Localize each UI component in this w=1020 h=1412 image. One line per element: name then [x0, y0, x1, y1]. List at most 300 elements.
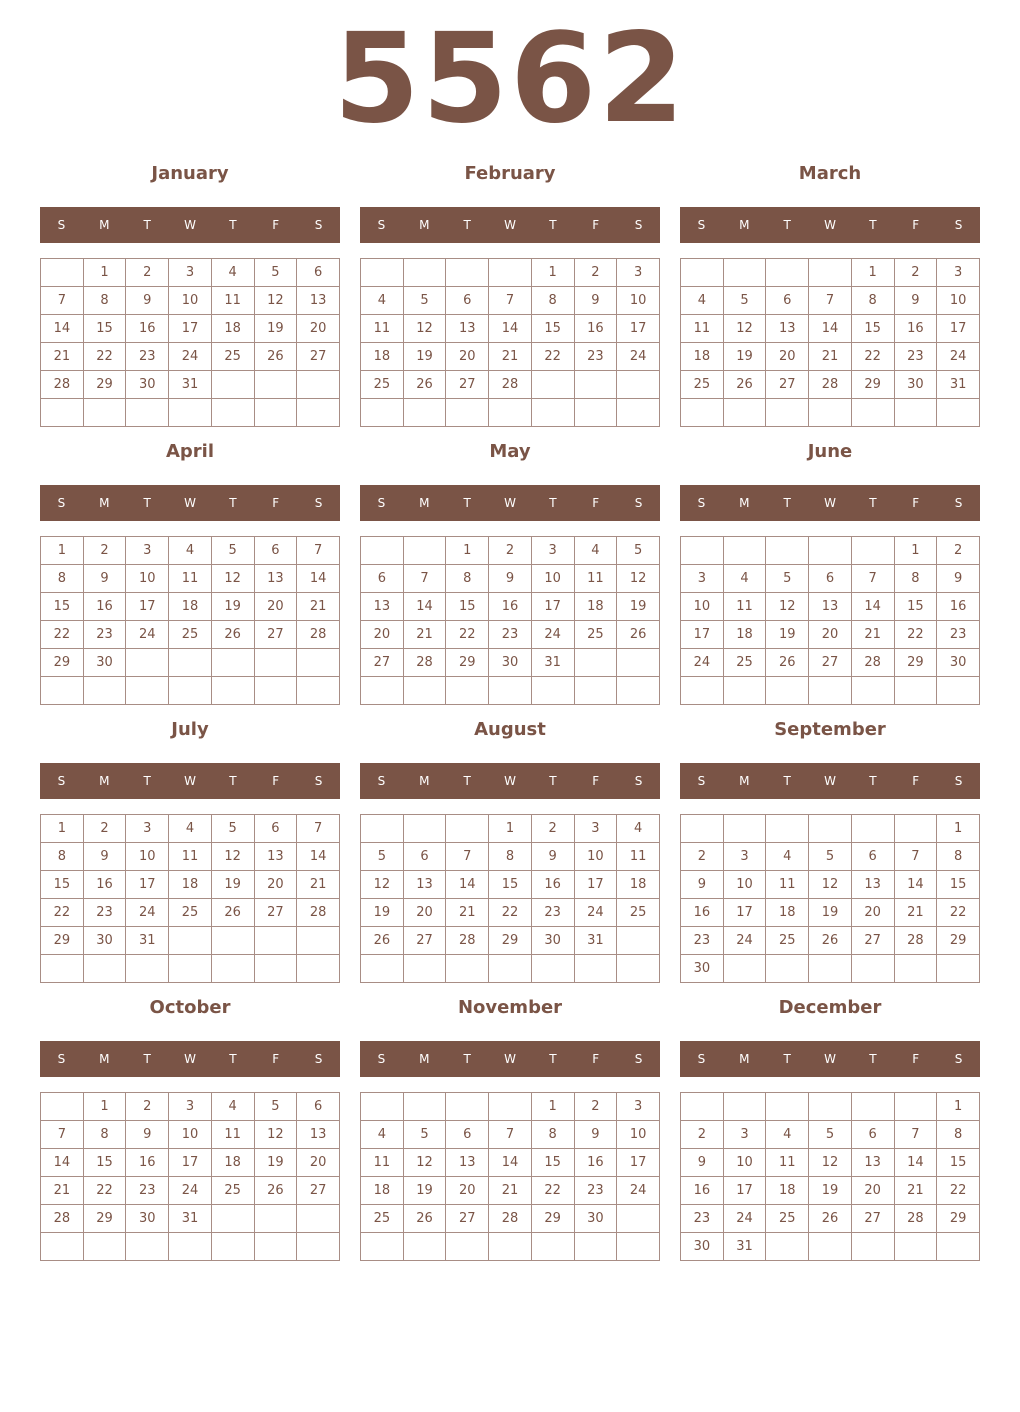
- weekday-label: T: [229, 218, 237, 232]
- day-cell: 25: [211, 343, 254, 371]
- day-cell: [723, 815, 766, 843]
- day-cell: 7: [297, 537, 340, 565]
- day-cell: [574, 649, 617, 677]
- day-cell: 8: [41, 565, 84, 593]
- day-cell: [211, 955, 254, 983]
- day-cell: [681, 537, 724, 565]
- day-cell: [83, 955, 126, 983]
- day-cell: 31: [723, 1233, 766, 1261]
- day-cell: [574, 955, 617, 983]
- day-cell: [361, 399, 404, 427]
- day-cell: 11: [169, 565, 212, 593]
- day-cell: 10: [723, 1149, 766, 1177]
- day-cell: 14: [41, 315, 84, 343]
- day-cell: 10: [617, 1121, 660, 1149]
- day-cell: [723, 955, 766, 983]
- day-cell: 3: [723, 1121, 766, 1149]
- day-cell: 19: [254, 1149, 297, 1177]
- month-name: February: [464, 163, 556, 184]
- day-cell: 8: [894, 565, 937, 593]
- day-cell: 13: [254, 843, 297, 871]
- week-row: [361, 315, 660, 343]
- day-cell: 21: [41, 343, 84, 371]
- day-cell: [211, 399, 254, 427]
- week-row: [361, 287, 660, 315]
- day-grid: [360, 258, 660, 427]
- day-cell: 18: [574, 593, 617, 621]
- day-cell: 15: [531, 1149, 574, 1177]
- day-cell: 16: [531, 871, 574, 899]
- week-row: [681, 593, 980, 621]
- weekday-label: F: [272, 1052, 280, 1066]
- day-cell: 3: [169, 259, 212, 287]
- day-cell: 20: [297, 315, 340, 343]
- day-cell: 4: [766, 843, 809, 871]
- day-cell: 9: [83, 565, 126, 593]
- week-row: [361, 1093, 660, 1121]
- day-cell: 13: [297, 1121, 340, 1149]
- day-cell: 21: [446, 899, 489, 927]
- day-cell: 6: [766, 287, 809, 315]
- day-cell: 12: [809, 871, 852, 899]
- day-cell: 18: [211, 315, 254, 343]
- day-cell: [489, 955, 532, 983]
- day-cell: 30: [574, 1205, 617, 1233]
- week-row: [361, 899, 660, 927]
- day-cell: 13: [809, 593, 852, 621]
- day-cell: 13: [254, 565, 297, 593]
- day-cell: 29: [446, 649, 489, 677]
- month-name: December: [778, 997, 882, 1018]
- day-cell: [489, 1233, 532, 1261]
- week-row: [361, 537, 660, 565]
- day-cell: 14: [809, 315, 852, 343]
- day-cell: 3: [574, 815, 617, 843]
- day-cell: 10: [937, 287, 980, 315]
- week-row: [681, 1121, 980, 1149]
- weekday-label: W: [184, 774, 196, 788]
- weekday-label: W: [504, 218, 516, 232]
- day-cell: 27: [766, 371, 809, 399]
- day-cell: 1: [41, 537, 84, 565]
- day-cell: 8: [937, 1121, 980, 1149]
- day-cell: [894, 955, 937, 983]
- day-cell: 9: [126, 1121, 169, 1149]
- weekday-header: [680, 763, 980, 799]
- day-cell: [723, 259, 766, 287]
- day-cell: [361, 1093, 404, 1121]
- day-cell: [851, 1093, 894, 1121]
- day-cell: 30: [83, 649, 126, 677]
- day-cell: 5: [403, 287, 446, 315]
- day-cell: 10: [574, 843, 617, 871]
- week-row: [361, 259, 660, 287]
- day-cell: 9: [126, 287, 169, 315]
- day-cell: 16: [83, 593, 126, 621]
- day-cell: [766, 677, 809, 705]
- weekday-label: F: [912, 218, 920, 232]
- day-cell: 14: [489, 315, 532, 343]
- week-row: [41, 537, 340, 565]
- day-cell: 28: [41, 1205, 84, 1233]
- week-row: [41, 315, 340, 343]
- day-cell: 7: [894, 1121, 937, 1149]
- day-cell: 10: [531, 565, 574, 593]
- day-cell: 7: [41, 287, 84, 315]
- day-cell: 27: [297, 343, 340, 371]
- day-cell: 3: [681, 565, 724, 593]
- day-cell: [617, 955, 660, 983]
- weekday-label: S: [314, 496, 323, 510]
- day-cell: [894, 399, 937, 427]
- day-cell: 30: [681, 955, 724, 983]
- day-cell: 24: [723, 1205, 766, 1233]
- weekday-label: S: [314, 218, 323, 232]
- day-cell: [446, 1093, 489, 1121]
- day-cell: [894, 1093, 937, 1121]
- day-cell: 6: [361, 565, 404, 593]
- day-cell: [211, 1205, 254, 1233]
- day-cell: 25: [681, 371, 724, 399]
- day-cell: 6: [403, 843, 446, 871]
- day-cell: [894, 815, 937, 843]
- day-cell: [211, 1233, 254, 1261]
- day-cell: 6: [254, 537, 297, 565]
- day-cell: 30: [894, 371, 937, 399]
- week-row: [681, 343, 980, 371]
- day-cell: 7: [446, 843, 489, 871]
- day-grid: [40, 536, 340, 705]
- weekday-label: S: [314, 1052, 323, 1066]
- day-cell: [361, 955, 404, 983]
- day-cell: 19: [809, 899, 852, 927]
- day-cell: 11: [361, 315, 404, 343]
- day-cell: 24: [169, 343, 212, 371]
- day-cell: [169, 955, 212, 983]
- day-cell: 1: [851, 259, 894, 287]
- day-cell: [574, 1233, 617, 1261]
- day-cell: 27: [403, 927, 446, 955]
- day-cell: 23: [126, 1177, 169, 1205]
- day-cell: 25: [169, 899, 212, 927]
- day-cell: 4: [211, 259, 254, 287]
- week-row: [41, 899, 340, 927]
- day-cell: 14: [851, 593, 894, 621]
- day-cell: 1: [489, 815, 532, 843]
- weekday-label: W: [824, 1052, 836, 1066]
- weekday-label: T: [143, 496, 151, 510]
- day-cell: 25: [211, 1177, 254, 1205]
- week-row: [41, 1205, 340, 1233]
- day-cell: 31: [169, 1205, 212, 1233]
- week-row: [41, 593, 340, 621]
- day-grid: [40, 258, 340, 427]
- weekday-label: T: [463, 774, 471, 788]
- day-grid: [360, 536, 660, 705]
- day-cell: 23: [83, 621, 126, 649]
- day-cell: 12: [211, 843, 254, 871]
- week-row: [41, 287, 340, 315]
- weekday-label: T: [463, 218, 471, 232]
- weekday-label: T: [783, 496, 791, 510]
- weekday-header: [360, 763, 660, 799]
- day-cell: 20: [851, 899, 894, 927]
- weekday-label: T: [869, 496, 877, 510]
- day-cell: 30: [681, 1233, 724, 1261]
- day-cell: 12: [211, 565, 254, 593]
- day-cell: 14: [489, 1149, 532, 1177]
- day-cell: 21: [894, 899, 937, 927]
- weekday-label: W: [504, 496, 516, 510]
- day-cell: 26: [809, 1205, 852, 1233]
- day-cell: 26: [254, 343, 297, 371]
- weekday-label: W: [184, 1052, 196, 1066]
- week-row: [681, 1149, 980, 1177]
- day-cell: 10: [169, 287, 212, 315]
- day-cell: 18: [617, 871, 660, 899]
- day-cell: 26: [403, 371, 446, 399]
- day-cell: 10: [723, 871, 766, 899]
- day-cell: [169, 649, 212, 677]
- day-cell: 16: [681, 1177, 724, 1205]
- day-cell: 5: [723, 287, 766, 315]
- day-cell: 13: [766, 315, 809, 343]
- day-cell: 22: [83, 343, 126, 371]
- day-cell: 11: [211, 1121, 254, 1149]
- day-cell: 28: [297, 621, 340, 649]
- day-cell: 11: [361, 1149, 404, 1177]
- day-cell: [446, 955, 489, 983]
- weekday-label: F: [592, 774, 600, 788]
- day-cell: 27: [446, 1205, 489, 1233]
- day-cell: 14: [297, 843, 340, 871]
- day-cell: 12: [254, 1121, 297, 1149]
- day-cell: 11: [211, 287, 254, 315]
- day-cell: 13: [851, 1149, 894, 1177]
- day-cell: 17: [681, 621, 724, 649]
- day-cell: [851, 815, 894, 843]
- day-cell: [851, 677, 894, 705]
- day-cell: 10: [126, 843, 169, 871]
- day-cell: [254, 1205, 297, 1233]
- weekday-label: S: [634, 496, 643, 510]
- weekday-label: M: [419, 496, 430, 510]
- day-cell: 24: [574, 899, 617, 927]
- week-row: [681, 899, 980, 927]
- weekday-label: T: [463, 496, 471, 510]
- day-cell: 24: [617, 343, 660, 371]
- day-cell: 13: [446, 315, 489, 343]
- day-cell: [937, 399, 980, 427]
- day-cell: [254, 649, 297, 677]
- day-cell: [617, 399, 660, 427]
- day-cell: 28: [41, 371, 84, 399]
- weekday-label: S: [634, 774, 643, 788]
- day-cell: 5: [809, 1121, 852, 1149]
- day-cell: 23: [489, 621, 532, 649]
- weekday-label: S: [57, 496, 66, 510]
- day-cell: [41, 677, 84, 705]
- weekday-label: T: [229, 496, 237, 510]
- day-cell: [297, 955, 340, 983]
- day-cell: [83, 677, 126, 705]
- day-cell: [126, 677, 169, 705]
- day-cell: [617, 1233, 660, 1261]
- day-cell: 8: [83, 1121, 126, 1149]
- day-cell: 28: [489, 371, 532, 399]
- day-cell: 28: [446, 927, 489, 955]
- day-cell: 17: [126, 871, 169, 899]
- day-cell: 8: [489, 843, 532, 871]
- day-cell: 26: [617, 621, 660, 649]
- weekday-label: S: [377, 774, 386, 788]
- day-cell: 9: [681, 1149, 724, 1177]
- day-cell: [403, 537, 446, 565]
- weekday-label: T: [143, 1052, 151, 1066]
- day-cell: 16: [83, 871, 126, 899]
- day-grid: [360, 814, 660, 983]
- day-cell: 2: [126, 1093, 169, 1121]
- weekday-label: S: [57, 1052, 66, 1066]
- day-cell: 22: [531, 1177, 574, 1205]
- day-cell: 1: [937, 815, 980, 843]
- day-cell: [41, 399, 84, 427]
- day-cell: 11: [766, 871, 809, 899]
- week-row: [41, 259, 340, 287]
- day-cell: 11: [681, 315, 724, 343]
- day-cell: 27: [851, 927, 894, 955]
- day-cell: [41, 1093, 84, 1121]
- day-cell: 8: [531, 1121, 574, 1149]
- day-cell: 23: [894, 343, 937, 371]
- day-cell: 3: [617, 1093, 660, 1121]
- week-row: [681, 565, 980, 593]
- weekday-label: S: [377, 218, 386, 232]
- weekday-label: T: [869, 1052, 877, 1066]
- day-cell: [723, 399, 766, 427]
- day-cell: [361, 537, 404, 565]
- day-cell: 26: [211, 899, 254, 927]
- day-grid: [360, 1092, 660, 1261]
- month-name: August: [474, 719, 546, 740]
- day-cell: 8: [531, 287, 574, 315]
- day-cell: 2: [894, 259, 937, 287]
- day-cell: 2: [531, 815, 574, 843]
- day-cell: 19: [766, 621, 809, 649]
- day-cell: 27: [361, 649, 404, 677]
- day-cell: [41, 259, 84, 287]
- day-cell: 23: [574, 343, 617, 371]
- day-cell: 18: [211, 1149, 254, 1177]
- day-cell: 26: [254, 1177, 297, 1205]
- day-cell: 23: [681, 927, 724, 955]
- weekday-label: W: [184, 218, 196, 232]
- day-cell: 30: [531, 927, 574, 955]
- month-name: October: [149, 997, 231, 1018]
- day-cell: 30: [126, 1205, 169, 1233]
- weekday-label: W: [504, 774, 516, 788]
- weekday-header: [360, 485, 660, 521]
- day-cell: 28: [894, 927, 937, 955]
- day-cell: [169, 677, 212, 705]
- day-cell: 7: [894, 843, 937, 871]
- week-row: [681, 677, 980, 705]
- day-cell: [937, 1233, 980, 1261]
- day-cell: 29: [83, 371, 126, 399]
- day-cell: 4: [361, 1121, 404, 1149]
- day-cell: [126, 955, 169, 983]
- day-cell: 13: [361, 593, 404, 621]
- day-cell: 18: [169, 593, 212, 621]
- day-cell: 1: [83, 1093, 126, 1121]
- day-cell: 23: [681, 1205, 724, 1233]
- day-cell: [446, 1233, 489, 1261]
- day-cell: 22: [489, 899, 532, 927]
- day-cell: 2: [83, 815, 126, 843]
- day-cell: [851, 955, 894, 983]
- day-cell: 14: [894, 871, 937, 899]
- day-cell: 6: [809, 565, 852, 593]
- day-cell: [297, 649, 340, 677]
- day-cell: [446, 677, 489, 705]
- day-cell: 22: [894, 621, 937, 649]
- day-cell: 26: [361, 927, 404, 955]
- week-row: [681, 371, 980, 399]
- day-cell: 19: [361, 899, 404, 927]
- day-cell: 28: [809, 371, 852, 399]
- day-grid: [680, 536, 980, 705]
- week-row: [681, 1093, 980, 1121]
- month-name: June: [807, 441, 853, 462]
- day-cell: 3: [937, 259, 980, 287]
- day-cell: 24: [126, 899, 169, 927]
- week-row: [41, 1233, 340, 1261]
- week-row: [681, 1205, 980, 1233]
- week-row: [41, 343, 340, 371]
- day-cell: 29: [937, 1205, 980, 1233]
- day-cell: [617, 677, 660, 705]
- day-cell: [446, 815, 489, 843]
- weekday-header: [40, 485, 340, 521]
- day-cell: 26: [766, 649, 809, 677]
- day-cell: 4: [169, 815, 212, 843]
- week-row: [41, 1093, 340, 1121]
- day-cell: 23: [574, 1177, 617, 1205]
- day-cell: 20: [361, 621, 404, 649]
- day-cell: 26: [809, 927, 852, 955]
- day-cell: [169, 1233, 212, 1261]
- day-cell: 24: [723, 927, 766, 955]
- weekday-label: W: [824, 774, 836, 788]
- day-cell: 3: [723, 843, 766, 871]
- day-cell: 3: [169, 1093, 212, 1121]
- day-cell: 23: [83, 899, 126, 927]
- weekday-label: T: [463, 1052, 471, 1066]
- day-cell: [617, 649, 660, 677]
- day-cell: 27: [851, 1205, 894, 1233]
- day-cell: 27: [809, 649, 852, 677]
- weekday-label: S: [697, 774, 706, 788]
- day-cell: [361, 1233, 404, 1261]
- week-row: [361, 1177, 660, 1205]
- day-cell: 11: [574, 565, 617, 593]
- day-cell: 21: [809, 343, 852, 371]
- day-cell: 17: [169, 1149, 212, 1177]
- day-cell: 17: [617, 315, 660, 343]
- weekday-label: W: [824, 496, 836, 510]
- weekday-label: S: [954, 1052, 963, 1066]
- week-row: [681, 399, 980, 427]
